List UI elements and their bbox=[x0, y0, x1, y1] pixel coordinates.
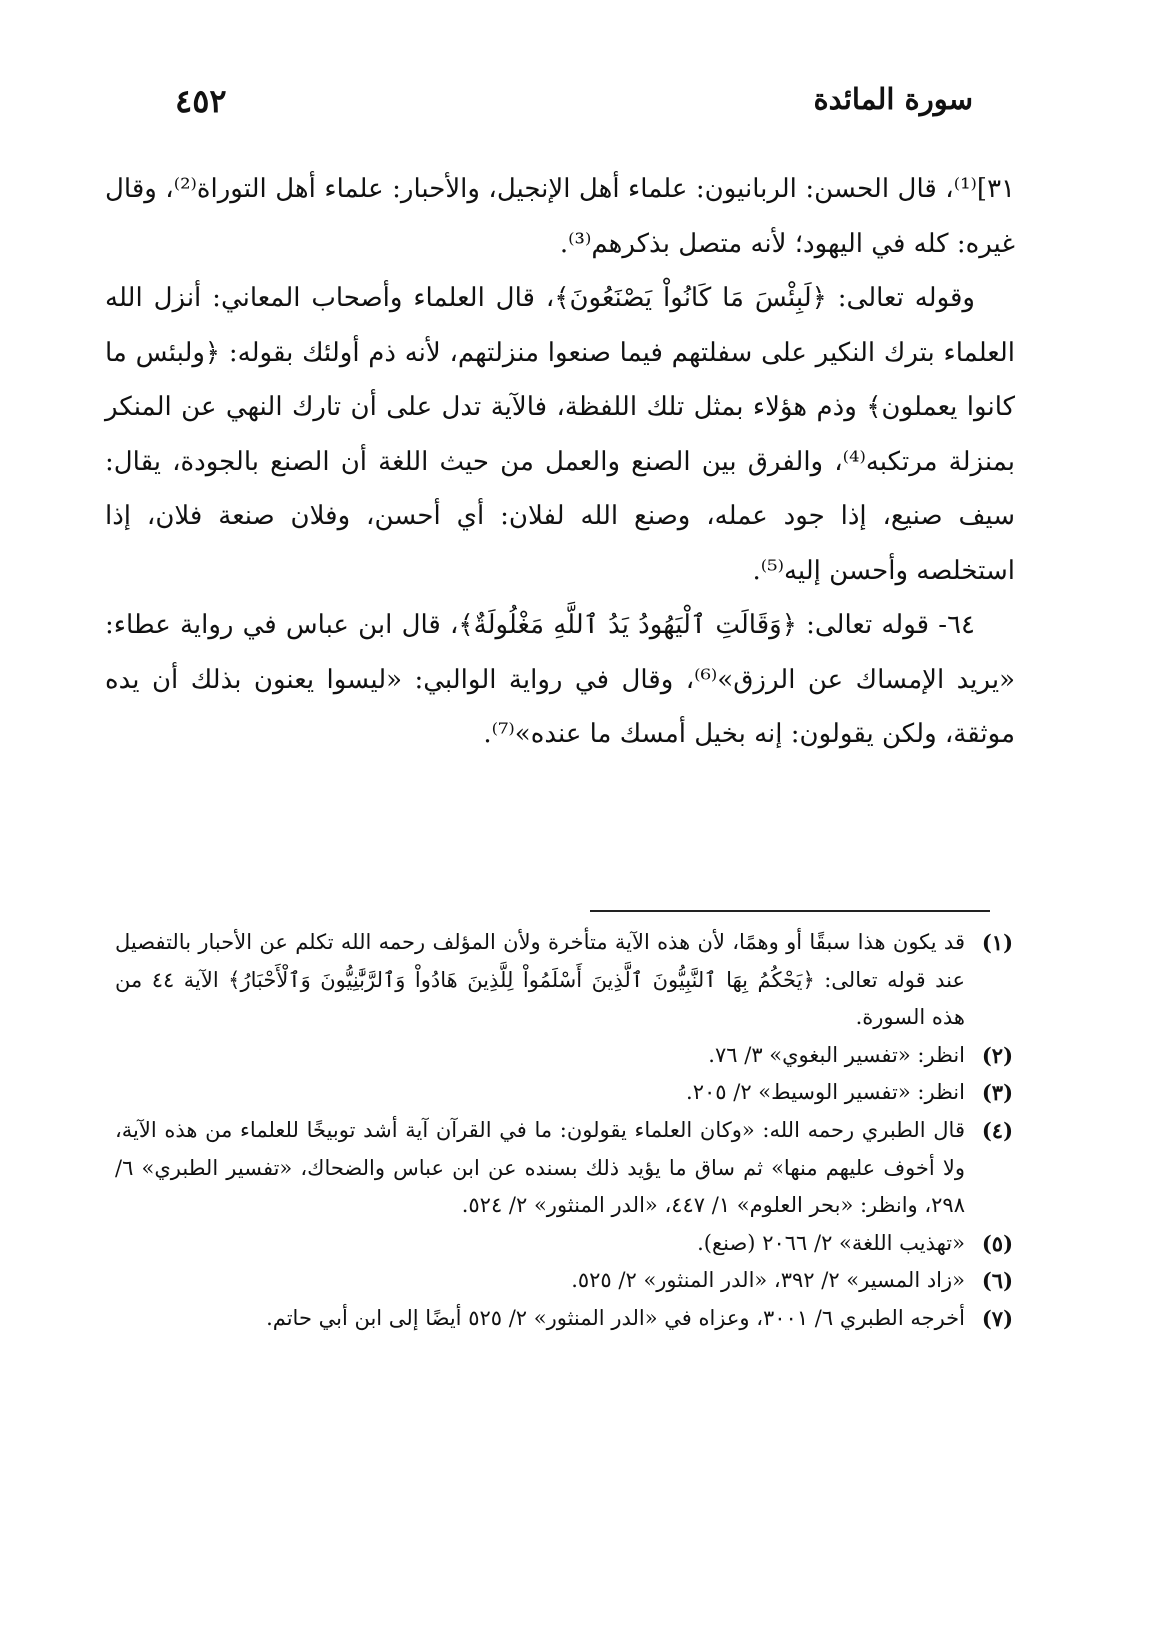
footnote-number: (٤) bbox=[981, 1117, 1013, 1143]
footnote-4 bbox=[115, 1112, 1013, 1225]
footnote-7 bbox=[115, 1300, 1013, 1338]
page-header bbox=[175, 82, 973, 132]
footnotes bbox=[115, 924, 1013, 1338]
footnote-3 bbox=[115, 1074, 1013, 1112]
main-text bbox=[105, 162, 1015, 762]
footnote-text: «زاد المسير» ٢/ ٣٩٢، «الدر المنثور» ٢/ ٥٢٥. bbox=[571, 1268, 965, 1293]
footnote-text: انظر: «تفسير الوسيط» ٢/ ٢٠٥. bbox=[686, 1080, 965, 1105]
footnote-5 bbox=[115, 1225, 1013, 1263]
footnote-6 bbox=[115, 1262, 1013, 1300]
surah-title: سورة المائدة bbox=[813, 82, 973, 116]
footnote-1 bbox=[115, 924, 1013, 1037]
footnote-number: (٦) bbox=[981, 1268, 1013, 1294]
footnote-divider bbox=[590, 910, 990, 912]
footnote-number: (١) bbox=[981, 930, 1013, 955]
footnote-text: «تهذيب اللغة» ٢/ ٢٠٦٦ (صنع). bbox=[697, 1230, 965, 1255]
footnote-number: (٧) bbox=[981, 1305, 1013, 1331]
footnote-number: (٥) bbox=[981, 1230, 1013, 1256]
paragraph-3: ٦٤- قوله تعالى: ﴿وَقَالَتِ ٱلْيَهُودُ يَدُ ٱللَّهِ مَغْلُولَةٌ﴾، قال ابن عباس في رواية عطاء: «يريد الإمساك عن الرزق»⁽⁶⁾، وقال في رواية الوالبي: «ليسوا يعنون بذلك أن يده موثقة، ولكن يقولون: إنه بخيل أمسك ما عنده»⁽⁷⁾. bbox=[105, 610, 1015, 749]
footnote-number: (٢) bbox=[981, 1042, 1013, 1068]
paragraph-1: ٣١]⁽¹⁾، قال الحسن: الربانيون: علماء أهل الإنجيل، والأحبار: علماء أهل التوراة⁽²⁾، وقال غيره: كله في اليهود؛ لأنه متصل بذكرهم⁽³⁾. bbox=[105, 174, 1015, 259]
paragraph-2: وقوله تعالى: ﴿لَبِئْسَ مَا كَانُواْ يَصْنَعُونَ﴾، قال العلماء وأصحاب المعاني: أنزل الله العلماء بترك النكير على سفلتهم فيما صنعوا منزلتهم، لأنه ذم أولئك بقوله: ﴿ولبئس ما كانوا يعملون﴾ وذم هؤلاء بمثل تلك اللفظة، فالآية تدل على أن تارك النهي عن المنكر بمنزلة مرتكبه⁽⁴⁾، والفرق بين الصنع والعمل من حيث اللغة أن الصنع بالجودة، يقال: سيف صنيع، إذا جود عمله، وصنع الله لفلان: أي أحسن، وفلان صنعة فلان، إذا استخلصه وأحسن إليه⁽⁵⁾. bbox=[105, 283, 1015, 586]
page-number: ٤٥٢ bbox=[175, 82, 227, 120]
footnote-text: قد يكون هذا سبقًا أو وهمًا، لأن هذه الآية متأخرة ولأن المؤلف رحمه الله تكلم عن الأحبار بالتفصيل عند قوله تعالى: ﴿يَحْكُمُ بِهَا ٱلنَّبِيُّونَ ٱلَّذِينَ أَسْلَمُواْ لِلَّذِينَ هَادُواْ وَٱلرَّبَّٰنِيُّونَ وَٱلْأَحْبَارُ﴾ الآية ٤٤ من هذه السورة. bbox=[115, 930, 965, 1030]
footnote-text: أخرجه الطبري ٦/ ٣٠٠١، وعزاه في «الدر المنثور» ٢/ ٥٢٥ أيضًا إلى ابن أبي حاتم. bbox=[266, 1305, 965, 1330]
footnote-text: قال الطبري رحمه الله: «وكان العلماء يقولون: ما في القرآن آية أشد توبيخًا للعلماء من هذه الآية، ولا أخوف عليهم منها» ثم ساق ما يؤيد ذلك بسنده عن ابن عباس والضحاك، «تفسير الطبري» ٦/ ٢٩٨، وانظر: «بحر العلوم» ١/ ٤٤٧، «الدر المنثور» ٢/ ٥٢٤. bbox=[115, 1117, 965, 1218]
footnote-number: (٣) bbox=[981, 1080, 1013, 1106]
footnote-text: انظر: «تفسير البغوي» ٣/ ٧٦. bbox=[708, 1042, 965, 1067]
footnote-2 bbox=[115, 1037, 1013, 1075]
